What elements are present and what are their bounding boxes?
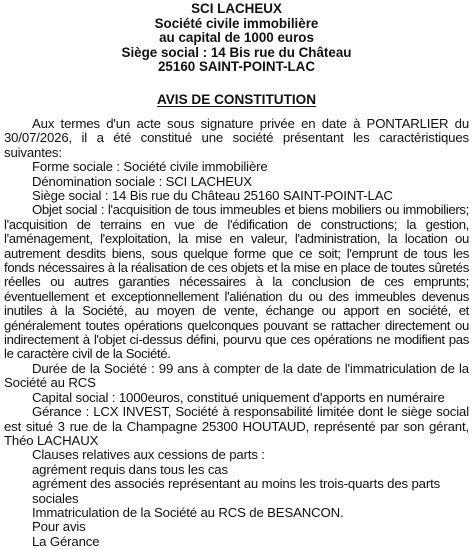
company-name-line: Dénomination sociale : SCI LACHEUX: [32, 173, 252, 189]
approval-rule-2: agrément des associés représentant au moins les trois-quarts des parts sociales: [32, 476, 441, 506]
for-notice-line: Pour avis: [32, 519, 86, 535]
intro-paragraph: Aux termes d'un acte sous signature privée en date à PONTARLIER du 30/07/2026, il a été constitué une société présentant les caractéristiques suivantes:: [4, 115, 469, 160]
company-name: SCI LACHEUX: [191, 1, 282, 16]
company-city: 25160 SAINT-POINT-LAC: [157, 59, 315, 75]
registration-line: Immatriculation de la Société au RCS de BESANCON.: [32, 504, 344, 520]
company-address: Siège social : 14 Bis rue du Château: [121, 44, 352, 60]
approval-rule-1: agrément requis dans tous les cas: [32, 461, 228, 477]
notice-title: AVIS DE CONSTITUTION: [156, 91, 317, 107]
share-capital-line: Capital social : 1000euros, constitué uniquement d'apports en numéraire: [32, 389, 445, 405]
corporate-purpose-paragraph: Objet social : l'acquisition de tous immeubles et biens mobiliers ou immobiliers; l'acquisition de terrains en vue de l'édification de constructions; la gestion, l'aménagement, l'exploitation, la mise en valeur, l'administration, la location ou autrement desdits biens, sous quelque forme que ce soit; l'emprunt de tous les fonds nécessaires à la réalisation de ces objets et la mise en place de toutes sûretés réelles ou autres garanties nécessaires à la conclusion de ces emprunts; éventuellement et exceptionnellement l'aliénation du ou des immeubles devenus inutiles à la Société, au moyen de vente, échange ou apport en société, et généralement toutes opérations quelconques pouvant se rattacher directement ou indirectement à l'objet ci-dessus défini, pourvu que ces opérations ne modifient pas le caractère civil de la Société.: [4, 202, 469, 362]
management-paragraph: Gérance : LCX INVEST, Société à responsabilité limitée dont le siège social est situé 3 rue de la Champagne 25300 HOUTAUD, représenté par son gérant, Théo LACHAUX: [4, 404, 469, 448]
notice-body: [4, 117, 469, 549]
company-header: [4, 2, 469, 75]
duration-paragraph: Durée de la Société : 99 ans à compter de la date de l'immatriculation de la Société au RCS: [4, 360, 469, 391]
signature-line: La Gérance: [32, 533, 100, 549]
share-transfer-clauses-line: Clauses relatives aux cessions de parts :: [32, 447, 265, 463]
legal-form-line: Forme sociale : Société civile immobilière: [32, 159, 268, 175]
company-capital: au capital de 1000 euros: [159, 30, 314, 46]
registered-office-line: Siège social : 14 Bis rue du Château 25160 SAINT-POINT-LAC: [32, 188, 393, 203]
company-form: Société civile immobilière: [154, 15, 319, 31]
